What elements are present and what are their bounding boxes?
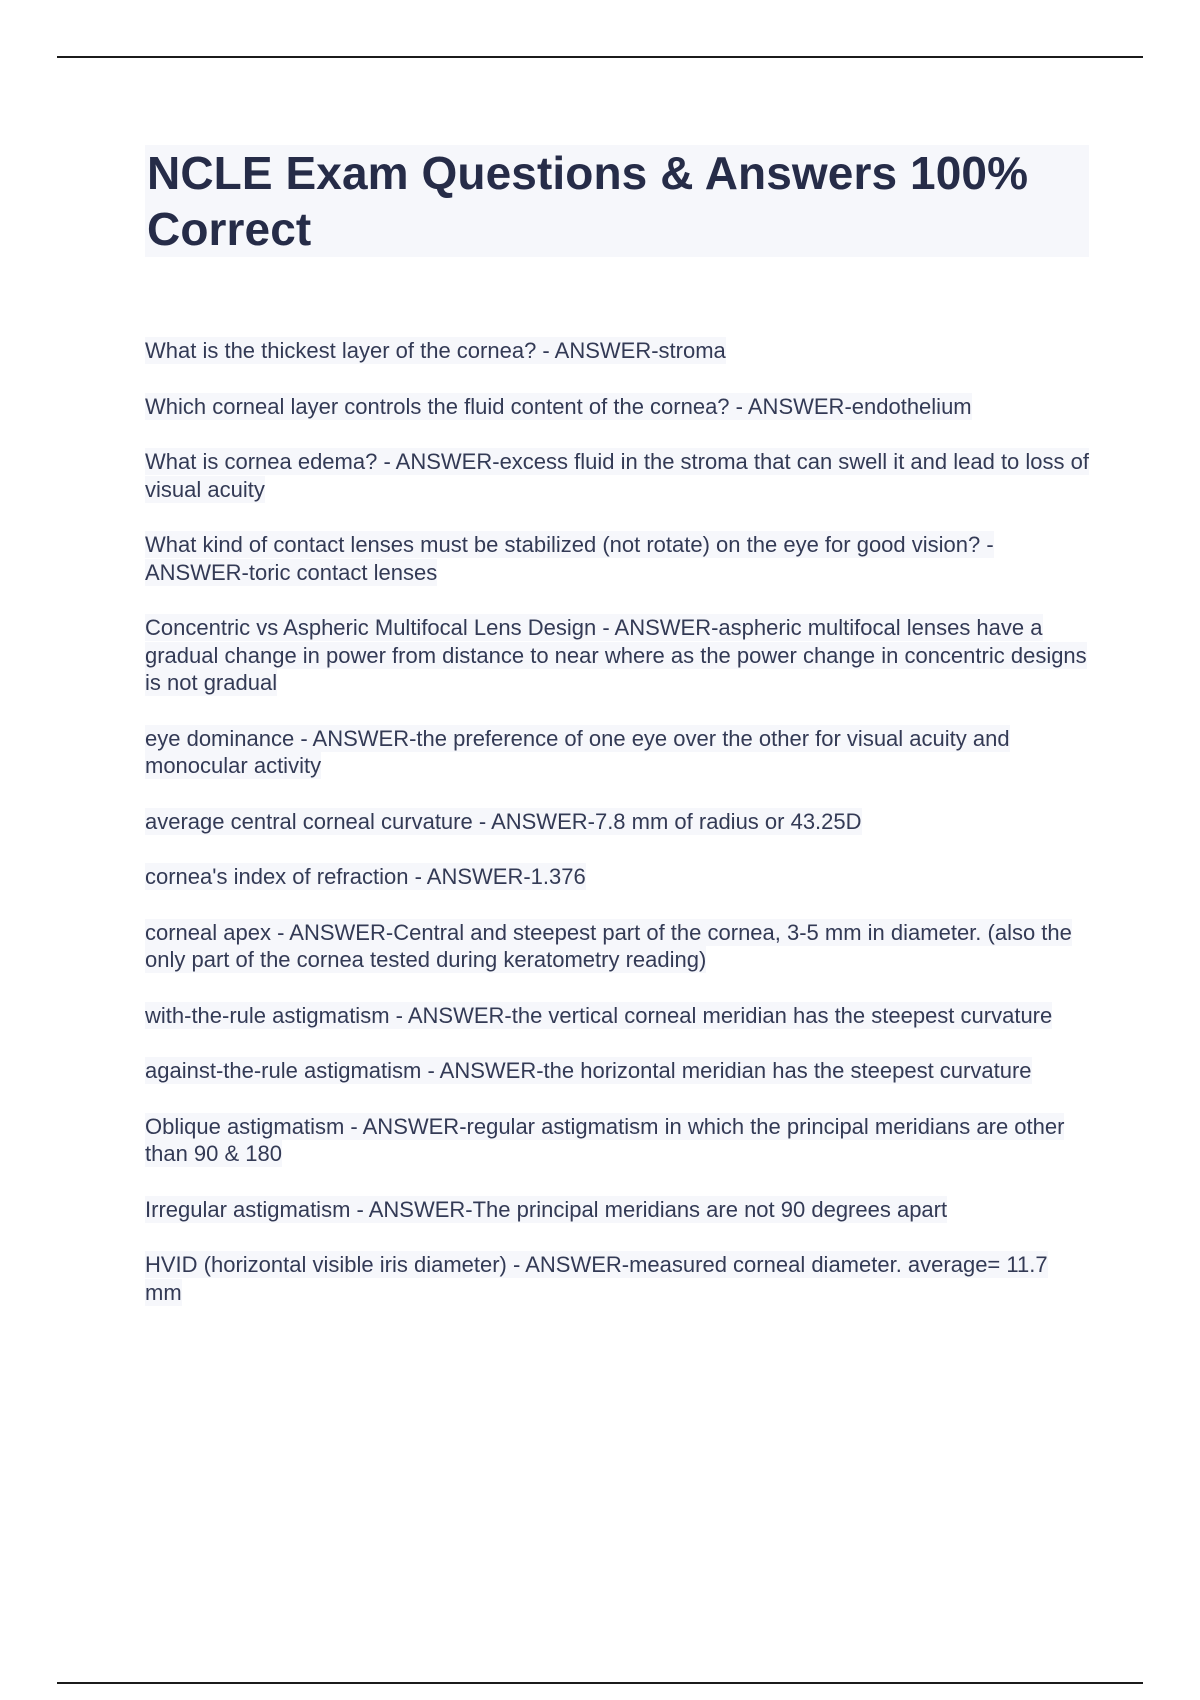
qa-list — [145, 337, 1090, 1334]
qa-text: corneal apex - ANSWER-Central and steepest part of the cornea, 3-5 mm in diameter. (also the only part of the cornea tested during keratometry reading) — [145, 919, 1072, 972]
qa-text: average central corneal curvature - ANSWER-7.8 mm of radius or 43.25D — [145, 808, 862, 834]
qa-item — [145, 614, 1090, 697]
qa-text: Irregular astigmatism - ANSWER-The principal meridians are not 90 degrees apart — [145, 1196, 948, 1222]
qa-text: Concentric vs Aspheric Multifocal Lens Design - ANSWER-aspheric multifocal lenses have a gradual change in power from distance to near where as the power change in concentric designs is not gradual — [145, 615, 1087, 695]
qa-item — [145, 1057, 1090, 1085]
qa-text: with-the-rule astigmatism - ANSWER-the vertical corneal meridian has the steepest curvature — [145, 1002, 1053, 1028]
qa-item — [145, 337, 1090, 365]
qa-text: Oblique astigmatism - ANSWER-regular astigmatism in which the principal meridians are other than 90 & 180 — [145, 1113, 1065, 1166]
qa-text: eye dominance - ANSWER-the preference of one eye over the other for visual acuity and monocular activity — [145, 725, 1010, 778]
qa-item — [145, 1113, 1090, 1168]
qa-item — [145, 919, 1090, 974]
qa-item — [145, 448, 1090, 503]
qa-item — [145, 1002, 1090, 1030]
qa-item — [145, 1251, 1090, 1306]
qa-item — [145, 1196, 1090, 1224]
qa-text: Which corneal layer controls the fluid content of the cornea? - ANSWER-endothelium — [145, 393, 972, 419]
qa-text: What kind of contact lenses must be stabilized (not rotate) on the eye for good vision? - ANSWER-toric contact lenses — [145, 532, 994, 585]
title-block — [145, 145, 1089, 257]
qa-text: cornea's index of refraction - ANSWER-1.376 — [145, 864, 586, 889]
page-title: NCLE Exam Questions & Answers 100% Correct — [147, 147, 1029, 255]
qa-item — [145, 531, 1090, 586]
bottom-divider — [57, 1682, 1143, 1684]
qa-item — [145, 725, 1090, 780]
qa-text: HVID (horizontal visible iris diameter) - ANSWER-measured corneal diameter. average= 11.7 mm — [145, 1252, 1048, 1305]
qa-item — [145, 808, 1090, 836]
qa-item — [145, 863, 1090, 891]
top-divider — [57, 56, 1143, 58]
qa-text: What is the thickest layer of the cornea? - ANSWER-stroma — [145, 338, 726, 363]
qa-text: against-the-rule astigmatism - ANSWER-the horizontal meridian has the steepest curvature — [145, 1058, 1032, 1083]
qa-item — [145, 393, 1090, 421]
qa-text: What is cornea edema? - ANSWER-excess fluid in the stroma that can swell it and lead to loss of visual acuity — [145, 449, 1089, 502]
